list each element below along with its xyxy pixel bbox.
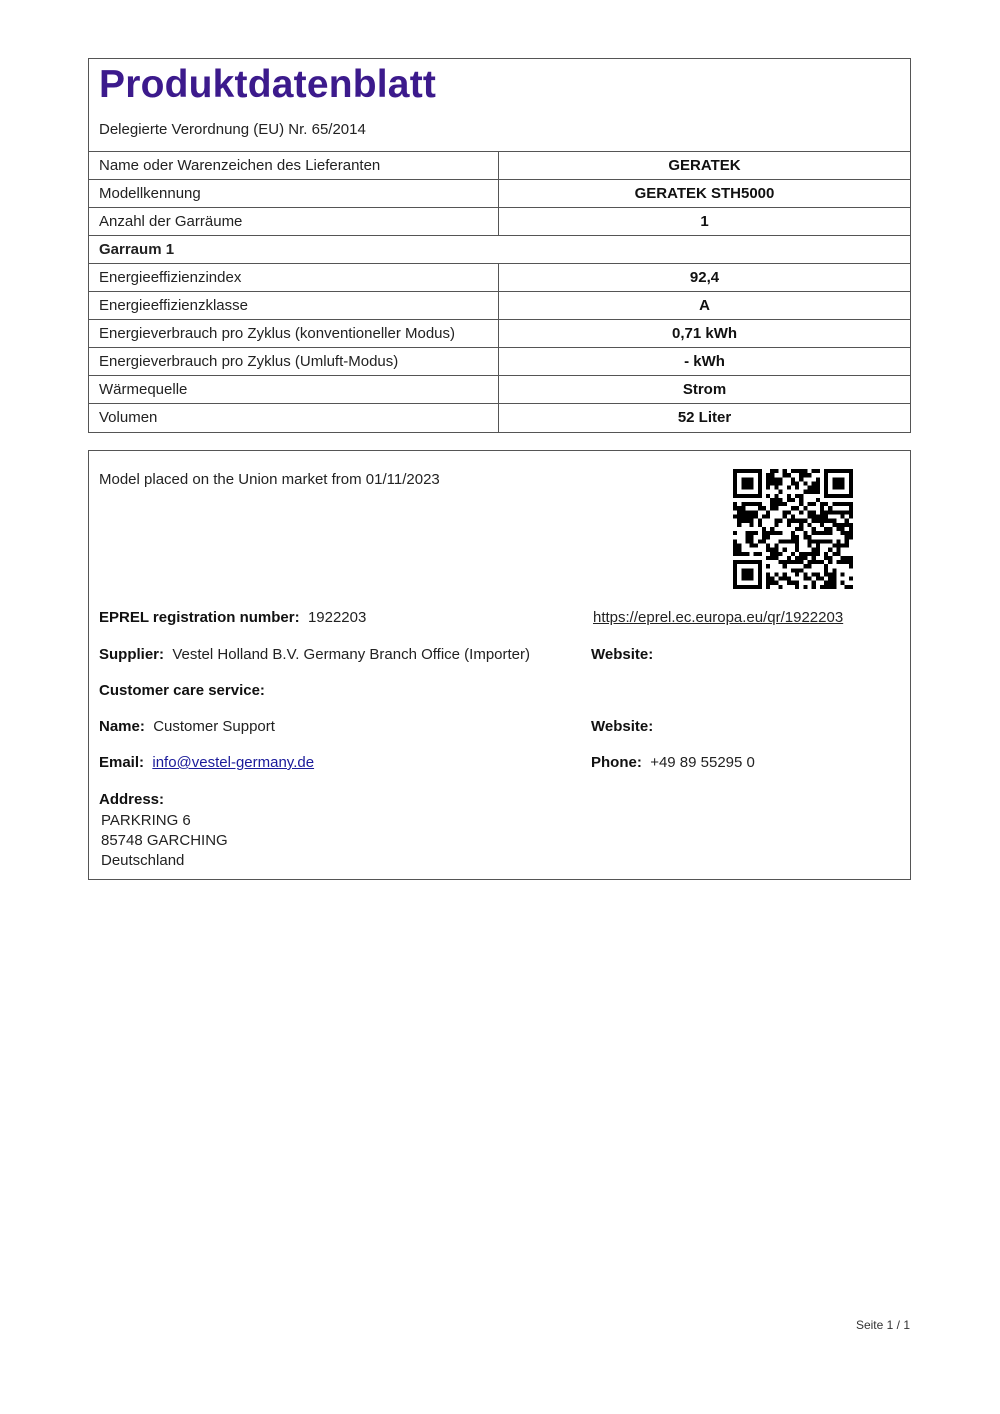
table-row-consumption-conventional: [89, 320, 910, 348]
name-label: Name:: [99, 718, 145, 735]
eprel-registration: [99, 609, 366, 626]
phone-line: [591, 754, 755, 771]
eprel-reg-label: EPREL registration number:: [99, 609, 300, 626]
table-row-consumption-fan: [89, 348, 910, 376]
table-row-model: [89, 180, 910, 208]
row-value: 92,4: [689, 269, 720, 286]
row-label: Energieverbrauch pro Zyklus (Umluft-Modus): [89, 348, 499, 375]
row-label: Volumen: [89, 404, 499, 432]
page-number: Seite 1 / 1: [855, 1318, 910, 1332]
row-value: GERATEK: [668, 157, 741, 174]
care-website-label: Website:: [591, 718, 654, 735]
regulation-subtitle: Delegierte Verordnung (EU) Nr. 65/2014: [99, 121, 366, 138]
phone-label: Phone:: [591, 754, 642, 771]
table-row-energy-class: [89, 292, 910, 320]
table-row-volume: [89, 404, 910, 432]
email-label: Email:: [99, 754, 145, 771]
contact-name-line: [99, 718, 275, 735]
row-value: 52 Liter: [677, 409, 732, 426]
eprel-link[interactable]: https://eprel.ec.europa.eu/qr/1922203: [593, 609, 844, 626]
row-label: Modellkennung: [89, 180, 499, 207]
customer-care-heading: Customer care service:: [99, 682, 265, 699]
table-row-eei: [89, 264, 910, 292]
page-title: Produktdatenblatt: [99, 63, 437, 106]
row-value: - kWh: [684, 353, 725, 370]
market-placement-text: Model placed on the Union market from 01/11/2023: [99, 471, 440, 488]
supplier-website-label: Website:: [591, 646, 654, 663]
address-line: Deutschland: [101, 852, 185, 869]
address-label: Address:: [99, 791, 165, 808]
address-line: 85748 GARCHING: [101, 832, 228, 849]
name-value: Customer Support: [153, 718, 275, 735]
section-label: Garraum 1: [99, 241, 175, 258]
product-data-table: [88, 58, 911, 433]
row-label: Energieverbrauch pro Zyklus (konventioneller Modus): [89, 320, 499, 347]
table-row-section-cavity-1: [89, 236, 910, 264]
row-label: Energieeffizienzindex: [89, 264, 499, 291]
address-line: PARKRING 6: [101, 812, 191, 829]
phone-value: +49 89 55295 0: [650, 754, 755, 771]
supplier-line: [99, 646, 530, 663]
row-value: A: [699, 297, 710, 314]
row-label: Name oder Warenzeichen des Lieferanten: [89, 152, 499, 179]
row-label: Anzahl der Garräume: [89, 208, 499, 235]
row-value: Strom: [682, 381, 727, 398]
sheet-header: [89, 59, 910, 152]
supplier-value: Vestel Holland B.V. Germany Branch Office (Importer): [172, 646, 531, 663]
row-label: Energieeffizienzklasse: [89, 292, 499, 319]
row-value: GERATEK STH5000: [634, 185, 775, 202]
table-row-supplier: [89, 152, 910, 180]
table-row-cavities: [89, 208, 910, 236]
eprel-reg-number: 1922203: [307, 609, 367, 626]
eprel-info-box: [88, 450, 911, 880]
row-value: 1: [700, 213, 709, 230]
qr-code-icon: [733, 469, 853, 589]
table-row-heat-source: [89, 376, 910, 404]
supplier-label: Supplier:: [99, 646, 165, 663]
email-line: [99, 754, 314, 771]
row-value: 0,71 kWh: [671, 325, 738, 342]
email-link[interactable]: info@vestel-germany.de: [152, 754, 315, 771]
row-label: Wärmequelle: [89, 376, 499, 403]
